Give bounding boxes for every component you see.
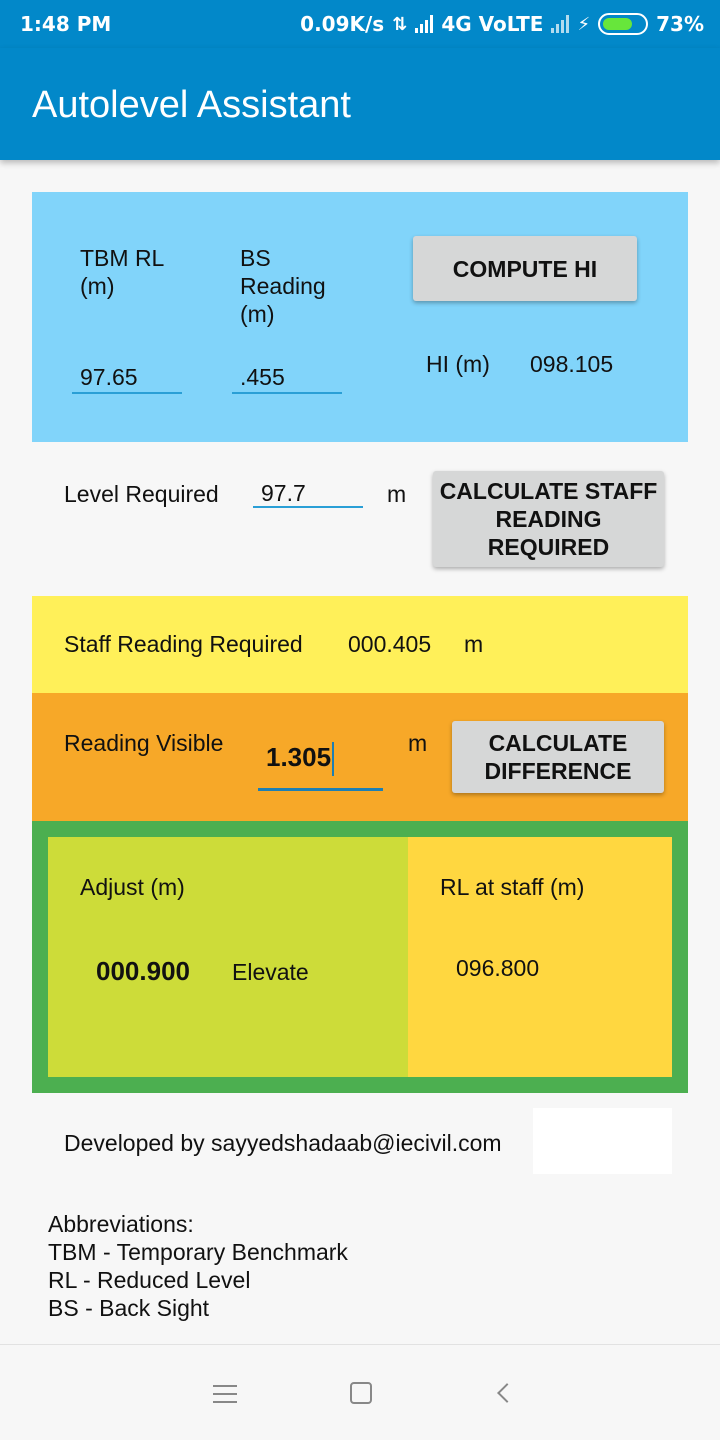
reading-visible-unit: m xyxy=(408,730,428,756)
adjust-label: Adjust (m) xyxy=(80,874,185,900)
navigation-bar xyxy=(0,1344,720,1440)
reading-visible-input[interactable] xyxy=(258,737,383,791)
level-required-unit: m xyxy=(387,481,407,507)
reading-visible-panel xyxy=(32,693,688,821)
battery-fill xyxy=(603,18,632,30)
reading-visible-value: 1.305 xyxy=(266,742,332,772)
compute-hi-button[interactable]: COMPUTE HI xyxy=(413,236,637,301)
back-icon[interactable] xyxy=(494,1383,514,1403)
network-type: 4G VoLTE xyxy=(441,12,544,36)
home-icon[interactable] xyxy=(350,1382,372,1404)
text-cursor xyxy=(332,742,334,776)
tbm-rl-label: TBM RL (m) xyxy=(80,245,165,299)
level-required-label: Level Required xyxy=(64,481,219,507)
calculate-difference-button[interactable]: CALCULATE DIFFERENCE xyxy=(452,721,664,793)
data-transfer-icon: ⇅ xyxy=(392,13,408,35)
calculate-staff-reading-button[interactable]: CALCULATE STAFF READING REQUIRED xyxy=(433,471,664,567)
level-required-row xyxy=(32,462,688,582)
battery-icon xyxy=(598,13,648,35)
reading-visible-label: Reading Visible xyxy=(64,730,224,756)
staff-reading-label: Staff Reading Required xyxy=(64,631,303,657)
app-bar xyxy=(0,48,720,160)
adjust-value: 000.900 xyxy=(96,956,190,986)
adjust-direction: Elevate xyxy=(232,959,309,985)
rl-at-staff-cell xyxy=(408,837,672,1077)
ad-placeholder xyxy=(533,1108,672,1174)
developer-credit: Developed by sayyedshadaab@iecivil.com xyxy=(64,1130,502,1156)
abbreviations: Abbreviations: TBM - Temporary Benchmark RL - Reduced Level BS - Back Sight xyxy=(48,1211,348,1321)
adjust-cell xyxy=(48,837,408,1077)
bs-reading-label: BS Reading (m) xyxy=(240,245,326,327)
charging-icon: ⚡ xyxy=(577,13,591,35)
battery-percent: 73% xyxy=(656,12,704,36)
app-title: Autolevel Assistant xyxy=(32,84,351,126)
developer-banner xyxy=(32,1108,688,1174)
hi-label: HI (m) xyxy=(426,351,490,377)
status-indicators xyxy=(300,12,704,36)
hi-value: 098.105 xyxy=(530,351,614,377)
signal-icon-secondary xyxy=(551,15,569,33)
hi-panel xyxy=(32,192,688,442)
bs-reading-input[interactable]: .455 xyxy=(232,364,342,394)
network-speed: 0.09K/s xyxy=(300,12,385,36)
level-required-input[interactable]: 97.7 xyxy=(253,480,363,508)
staff-reading-unit: m xyxy=(464,631,484,657)
result-panel xyxy=(32,821,688,1093)
staff-reading-panel xyxy=(32,596,688,693)
rl-at-staff-value: 096.800 xyxy=(456,955,540,981)
status-bar xyxy=(0,0,720,48)
menu-icon[interactable] xyxy=(213,1383,237,1403)
signal-icon xyxy=(415,15,433,33)
rl-at-staff-label: RL at staff (m) xyxy=(440,874,585,900)
tbm-rl-input[interactable]: 97.65 xyxy=(72,364,182,394)
staff-reading-value: 000.405 xyxy=(348,631,432,657)
status-time: 1:48 PM xyxy=(20,12,112,36)
